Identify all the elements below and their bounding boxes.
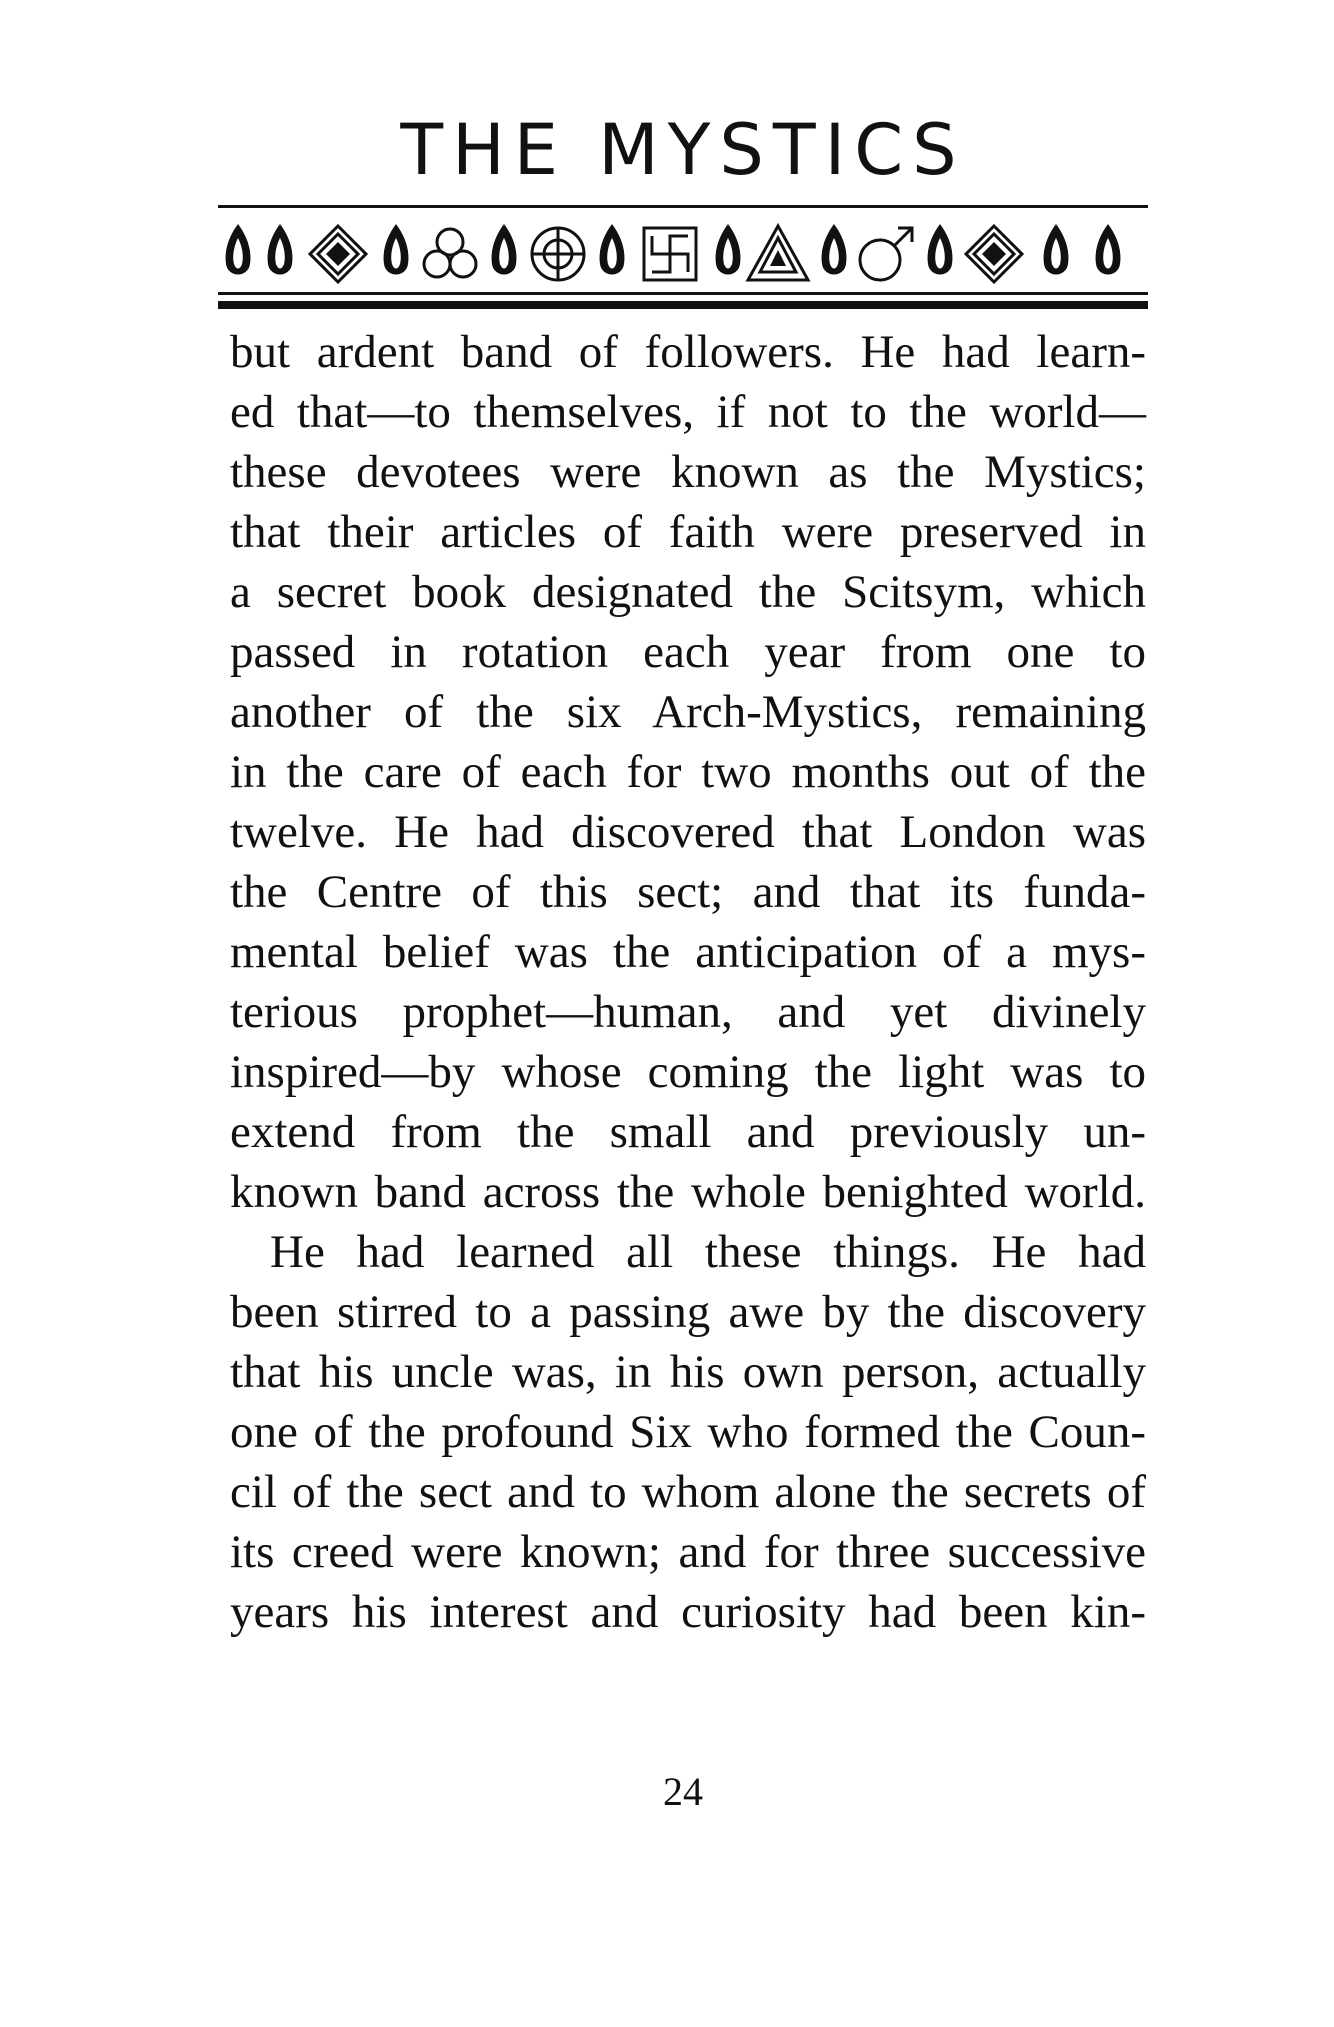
flame-ornament-icon	[492, 224, 517, 275]
header-rule-thick	[218, 301, 1148, 309]
diamond-ornament-icon	[966, 226, 1022, 282]
text-line: ed that—to themselves, if not to the world—	[230, 386, 1146, 438]
diamond-ornament-icon	[310, 226, 366, 282]
flame-ornament-icon	[716, 224, 741, 275]
text-line: years his interest and curiosity had been kin-	[230, 1586, 1146, 1638]
crossed-circle-ornament-icon	[532, 228, 584, 280]
page-number: 24	[663, 1769, 703, 1814]
header-rule-thin	[218, 292, 1148, 295]
text-line: its creed were known; and for three successive	[230, 1526, 1146, 1578]
text-line: He had learned all these things. He had	[270, 1226, 1146, 1278]
text-line: cil of the sect and to whom alone the secrets of	[230, 1466, 1146, 1518]
paragraph-2	[230, 1222, 1146, 1642]
text-line: but ardent band of followers. He had learn-	[230, 326, 1146, 378]
text-line: terious prophet—human, and yet divinely	[230, 986, 1146, 1038]
flame-ornament-icon	[600, 224, 625, 275]
header-rule-top	[218, 205, 1148, 208]
flame-ornament-icon	[822, 224, 847, 275]
text-line: in the care of each for two months out of the	[230, 746, 1146, 798]
text-line: been stirred to a passing awe by the discovery	[230, 1286, 1146, 1338]
trefoil-ornament-icon	[424, 229, 476, 277]
text-line: twelve. He had discovered that London was	[230, 806, 1146, 858]
mars-ornament-icon	[860, 228, 912, 280]
text-line: the Centre of this sect; and that its funda-	[230, 866, 1146, 918]
flame-ornament-icon	[928, 224, 953, 275]
paragraph-1	[230, 322, 1146, 1222]
flame-ornament-icon	[226, 224, 251, 275]
text-line: a secret book designated the Scitsym, which	[230, 566, 1146, 618]
running-head: THE MYSTICS	[400, 109, 966, 191]
body-text	[230, 322, 1146, 1642]
text-line: that his uncle was, in his own person, actually	[230, 1346, 1146, 1398]
ornamental-band	[218, 218, 1148, 286]
text-line: one of the profound Six who formed the Coun-	[230, 1406, 1146, 1458]
text-line: extend from the small and previously un-	[230, 1106, 1146, 1158]
text-line: mental belief was the anticipation of a mys-	[230, 926, 1146, 978]
text-line: known band across the whole benighted world.	[230, 1166, 1146, 1218]
text-line: another of the six Arch-Mystics, remaining	[230, 686, 1146, 738]
text-line: that their articles of faith were preserved in	[230, 506, 1146, 558]
text-line: passed in rotation each year from one to	[230, 626, 1146, 678]
flame-ornament-icon	[384, 224, 409, 275]
swastika-ornament-icon	[644, 228, 696, 280]
flame-ornament-icon	[1044, 224, 1069, 275]
flame-ornament-icon	[268, 224, 293, 275]
triangle-ornament-icon	[748, 226, 808, 280]
flame-ornament-icon	[1096, 224, 1121, 275]
text-line: inspired—by whose coming the light was to	[230, 1046, 1146, 1098]
text-line: these devotees were known as the Mystics;	[230, 446, 1146, 498]
